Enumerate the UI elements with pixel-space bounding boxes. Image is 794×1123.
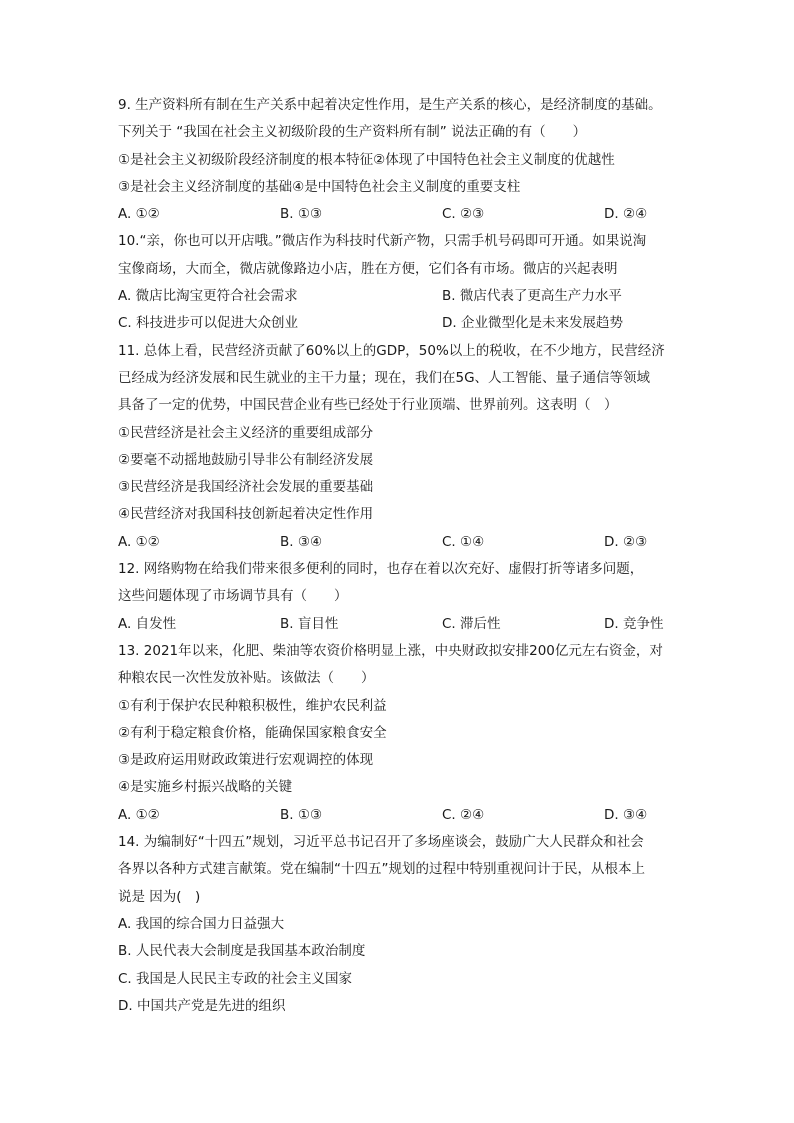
q12-option-c: C. 滞后性 xyxy=(442,615,501,632)
q13-statement-2: ②有利于稳定粮食价格，能确保国家粮食安全 xyxy=(118,724,387,741)
q13-statement-3: ③是政府运用财政政策进行宏观调控的体现 xyxy=(118,752,374,769)
q13-option-c: C. ②④ xyxy=(442,806,485,823)
q10-option-d: D. 企业微型化是未来发展趋势 xyxy=(442,315,623,332)
q9-options xyxy=(118,201,678,228)
q10-stem-line-2: 宝像商场，大而全，微店就像路边小店，胜在方便，它们各有市场。微店的兴起表明 xyxy=(118,260,618,277)
q13-stem-line-1: 13. 2021年以来，化肥、柴油等农资价格明显上涨，中央财政拟安排200亿元左右资金，对 xyxy=(118,642,663,659)
q12-option-a: A. 自发性 xyxy=(118,615,177,632)
q11-statement-1: ①民营经济是社会主义经济的重要组成部分 xyxy=(118,424,374,441)
q14-stem-line-2: 各界以各种方式建言献策。党在编制“十四五”规划的过程中特别重视问计于民，从根本上 xyxy=(118,861,645,878)
q9-option-a: A. ①② xyxy=(118,206,160,223)
q11-statement-3: ③民营经济是我国经济社会发展的重要基础 xyxy=(118,479,374,496)
q11-option-a: A. ①② xyxy=(118,533,160,550)
q14-option-c: C. 我国是人民民主专政的社会主义国家 xyxy=(118,970,353,987)
q10-stem-line-1: 10.“亲，你也可以开店哦。”微店作为科技时代新产物，只需手机号码即可开通。如果说淘 xyxy=(118,233,647,250)
q13-statement-4: ④是实施乡村振兴战略的关键 xyxy=(118,779,293,796)
q9-statement-2: ③是社会主义经济制度的基础④是中国特色社会主义制度的重要支柱 xyxy=(118,178,521,195)
q11-stem-line-1: 11. 总体上看，民营经济贡献了60%以上的GDP，50%以上的税收，在不少地方，民营经济 xyxy=(118,342,665,359)
q12-option-b: B. 盲目性 xyxy=(280,615,339,632)
q11-option-d: D. ②③ xyxy=(604,533,648,550)
q9-stem-line-1: 9. 生产资料所有制在生产关系中起着决定性作用，是生产关系的核心，是经济制度的基础。 xyxy=(118,97,662,113)
q14-option-d: D. 中国共产党是先进的组织 xyxy=(118,997,286,1014)
q11-options xyxy=(118,529,678,556)
q14-stem-line-3: 说是 因为( ) xyxy=(118,888,201,905)
q9-option-c: C. ②③ xyxy=(442,206,485,223)
q9-option-b: B. ①③ xyxy=(280,206,323,223)
q12-stem-line-1: 12. 网络购物在给我们带来很多便利的同时，也存在着以次充好、虚假打折等诸多问题， xyxy=(118,561,644,578)
q9-option-d: D. ②④ xyxy=(604,206,648,223)
q11-stem-line-3: 具备了一定的优势，中国民营企业有些已经处于行业顶端、世界前列。这表明（ ） xyxy=(118,397,618,414)
q11-statement-2: ②要毫不动摇地鼓励引导非公有制经济发展 xyxy=(118,451,374,468)
q12-option-d: D. 竞争性 xyxy=(604,615,664,632)
q11-option-c: C. ①④ xyxy=(442,533,485,550)
q13-stem-line-2: 种粮农民一次性发放补贴。该做法（ ） xyxy=(118,670,375,687)
q10-option-b: B. 微店代表了更高生产力水平 xyxy=(442,288,622,305)
q12-options xyxy=(118,611,678,638)
q11-stem-line-2: 已经成为经济发展和民生就业的主干力量；现在，我们在5G、人工智能、量子通信等领域 xyxy=(118,369,651,386)
q12-stem-line-2: 这些问题体现了市场调节具有（ ） xyxy=(118,588,348,605)
q14-stem-line-1: 14. 为编制好“十四五”规划，习近平总书记召开了多场座谈会，鼓励广大人民群众和社会 xyxy=(118,834,644,851)
q11-statement-4: ④民营经济对我国科技创新起着决定性作用 xyxy=(118,506,374,523)
q10-option-c: C. 科技进步可以促进大众创业 xyxy=(118,315,299,332)
q13-option-b: B. ①③ xyxy=(280,806,323,823)
q14-option-a: A. 我国的综合国力日益强大 xyxy=(118,915,285,932)
q14-option-b: B. 人民代表大会制度是我国基本政治制度 xyxy=(118,943,366,960)
q13-statement-1: ①有利于保护农民种粮积极性，维护农民利益 xyxy=(118,697,387,714)
q9-statement-1: ①是社会主义初级阶段经济制度的根本特征②体现了中国特色社会主义制度的优越性 xyxy=(118,151,615,168)
q11-option-b: B. ③④ xyxy=(280,533,323,550)
q13-options xyxy=(118,802,678,829)
q10-option-a: A. 微店比淘宝更符合社会需求 xyxy=(118,288,298,305)
q10-options-row-1 xyxy=(118,283,678,310)
q13-option-d: D. ③④ xyxy=(604,806,648,823)
q9-stem-line-2: 下列关于 “我国在社会主义初级阶段的生产资料所有制” 说法正确的有（ ） xyxy=(118,124,587,141)
q13-option-a: A. ①② xyxy=(118,806,160,823)
exam-page xyxy=(118,92,678,1020)
q10-options-row-2 xyxy=(118,310,678,337)
